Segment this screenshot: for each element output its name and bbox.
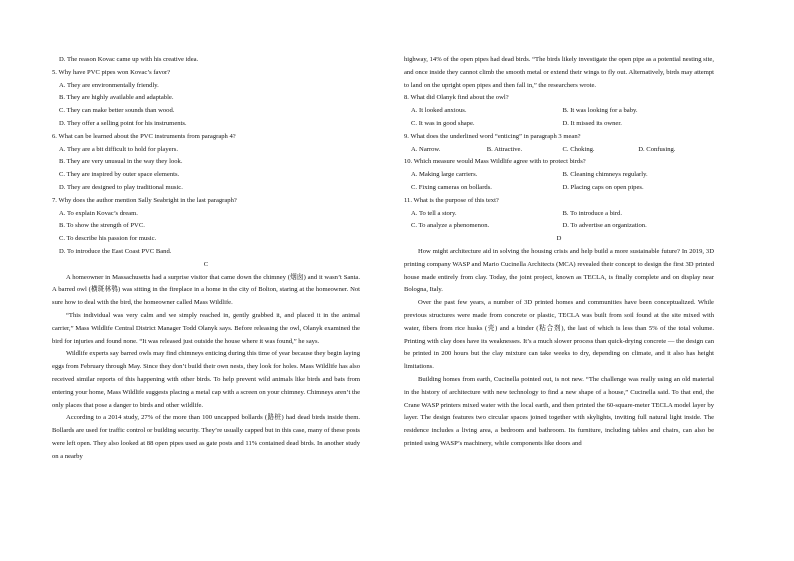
q10-options-row2: [404, 182, 714, 195]
q11-option-b: B. To introduce a bird.: [562, 209, 622, 217]
left-column: [52, 54, 360, 464]
q5-stem: 5. Why have PVC pipes won Kovac’s favor?: [52, 68, 171, 76]
q10-option-b: B. Cleaning chimneys regularly.: [562, 171, 648, 179]
q8-options-row2: [404, 118, 714, 131]
q9-option-d: D. Confusing.: [638, 145, 676, 153]
q10-option-d: D. Placing caps on open pipes.: [562, 183, 644, 191]
q9-option-b: B. Attractive.: [486, 145, 523, 153]
q7-option-b: B. To show the strength of PVC.: [59, 222, 145, 230]
passage-c-continuation: highway, 14% of the open pipes had dead birds. “The birds likely investigate the open pipe as a potential nesting site, and once inside they cannot climb the smooth metal or extend their wings to fly out. Alternatively, birds may attempt to land on the upright open pipes and then fall in,” the researchers wrote.: [404, 56, 714, 89]
q9-stem: 9. What does the underlined word “enticing” in paragraph 3 mean?: [404, 132, 581, 140]
q6-option-d: D. They are designed to play traditional music.: [59, 183, 183, 191]
q10-stem: 10. Which measure would Mass Wildlife agree with to protect birds?: [404, 158, 586, 166]
passage-c-paragraph: “This individual was very calm and we simply reached in, gently grabbed it, and placed it in the animal carrier,” Mass Wildlife Central District Manager Todd Olanyk says. Before releasing the owl, Olanyk examined the bird for injuries and found none. “It was released just outside the house where it was found,” he says.: [52, 311, 360, 345]
q11-stem: 11. What is the purpose of this text?: [404, 196, 499, 204]
q9-options-row: [404, 144, 714, 157]
q8-option-c: C. It was in good shape.: [411, 119, 475, 127]
q7-option-c: C. To describe his passion for music.: [59, 235, 157, 243]
q7-option-a: A. To explain Kovac’s dream.: [59, 209, 138, 217]
q10-option-c: C. Fixing cameras on bollards.: [411, 183, 492, 191]
q9-option-a: A. Narrow.: [411, 145, 441, 153]
q10-options-row1: [404, 169, 714, 182]
q6-option-a: A. They are a bit difficult to hold for players.: [59, 145, 178, 153]
q8-stem: 8. What did Olanyk find about the owl?: [404, 94, 509, 102]
q5-option-b: B. They are highly available and adaptable.: [59, 94, 174, 102]
q8-option-d: D. It missed its owner.: [562, 119, 622, 127]
passage-d-paragraph: How might architecture aid in solving the housing crisis and help build a more sustainable future? In 2019, 3D printing company WASP and Mario Cucinella Architects (MCA) revealed their concept to design the first 3D printed house made entirely from clay. Today, the joint project, known as TECLA, is finally complete and on display near Bologna, Italy.: [404, 247, 714, 294]
q7-stem: 7. Why does the author mention Sally Seabright in the last paragraph?: [52, 196, 237, 204]
q8-option-a: A. It looked anxious.: [411, 107, 467, 115]
q11-option-a: A. To tell a story.: [411, 209, 457, 217]
passage-d-paragraph: Over the past few years, a number of 3D printed homes and communities have been conceptualized. While previous structures were made from concrete or plastic, TECLA was built from soil found at the site mixed with water, fibers from rice husks (壳) and a binder (粘合剂), the last of which is less than 5% of the total volume. Printing with clay does have its weaknesses. It’s a much slower process than quick-drying concrete — the design can be printed in 200 hours but the clay mixture can take weeks to dry, depending on climate, and it also has height limitations.: [404, 299, 714, 371]
q4-option-d: D. The reason Kovac came up with his creative idea.: [59, 56, 199, 63]
passage-c-paragraph: According to a 2014 study, 27% of the more than 100 uncapped bollards (路桩) had dead birds inside them. Bollards are used for traffic control or building security. They’re usually capped but in this case, many of these posts were left open. They also looked at 88 open pipes used as gate posts and 11% contained dead birds. In another study on a nearby: [52, 414, 360, 460]
q11-option-c: C. To analyze a phenomenon.: [411, 222, 490, 230]
passage-c-paragraph: Wildlife experts say barred owls may find chimneys enticing during this time of year because they begin laying eggs from February through May. Since they don’t build their own nests, they look for holes. Mass Wildlife has also received similar reports of this happening with other birds. To help prevent wild animals like birds and bats from entering your home, Mass Wildlife suggests placing a metal cap with a screen on your chimney. Chimneys aren’t the only places that pose a danger to birds and other wildlife.: [52, 350, 360, 409]
q6-stem: 6. What can be learned about the PVC instruments from paragraph 4?: [52, 132, 236, 140]
q11-option-d: D. To advertise an organization.: [562, 222, 647, 230]
q9-option-c: C. Choking.: [562, 145, 595, 153]
q8-option-b: B. It was looking for a baby.: [562, 107, 638, 115]
q5-option-a: A. They are environmentally friendly.: [59, 81, 159, 89]
section-c-heading: C: [203, 260, 209, 268]
q7-option-d: D. To introduce the East Coast PVC Band.: [59, 247, 172, 255]
section-d-heading: D: [556, 235, 562, 243]
q11-options-row1: [404, 208, 714, 221]
q6-option-c: C. They are inspired by outer space elements.: [59, 171, 180, 179]
passage-c-paragraph: A homeowner in Massachusetts had a surprise visitor that came down the chimney (烟囱) and it wasn’t Santa. A barred owl (横斑林鸮) was sitting in the fireplace in a home in the city of Bolton, staring at the homeowner. Not sure how to deal with the bird, the homeowner called Mass Wildlife.: [52, 273, 360, 307]
q5-option-c: C. They can make better sounds than wood.: [59, 107, 175, 115]
q5-option-d: D. They offer a selling point for his instruments.: [59, 119, 187, 127]
q11-options-row2: [404, 220, 714, 233]
passage-d-paragraph: Building homes from earth, Cucinella pointed out, is not new. “The challenge was really using an old material in the history of architecture with new technology to find a new shape of a house,” Cucinella said. To that end, the Crane WASP printers mixed water with the local earth, and then printed the 60-square-meter TECLA model layer by layer. The design features two circular spaces joined together with skylights, inviting full natural light inside. The residence includes a living area, a bedroom and bathroom. Its furniture, including tables and chairs, can also be printed using WASP’s machinery, while components like doors and: [404, 375, 714, 447]
q8-options-row1: [404, 105, 714, 118]
q10-option-a: A. Making large carriers.: [411, 171, 478, 179]
q6-option-b: B. They are very unusual in the way they look.: [59, 158, 183, 166]
right-column: [404, 54, 714, 451]
